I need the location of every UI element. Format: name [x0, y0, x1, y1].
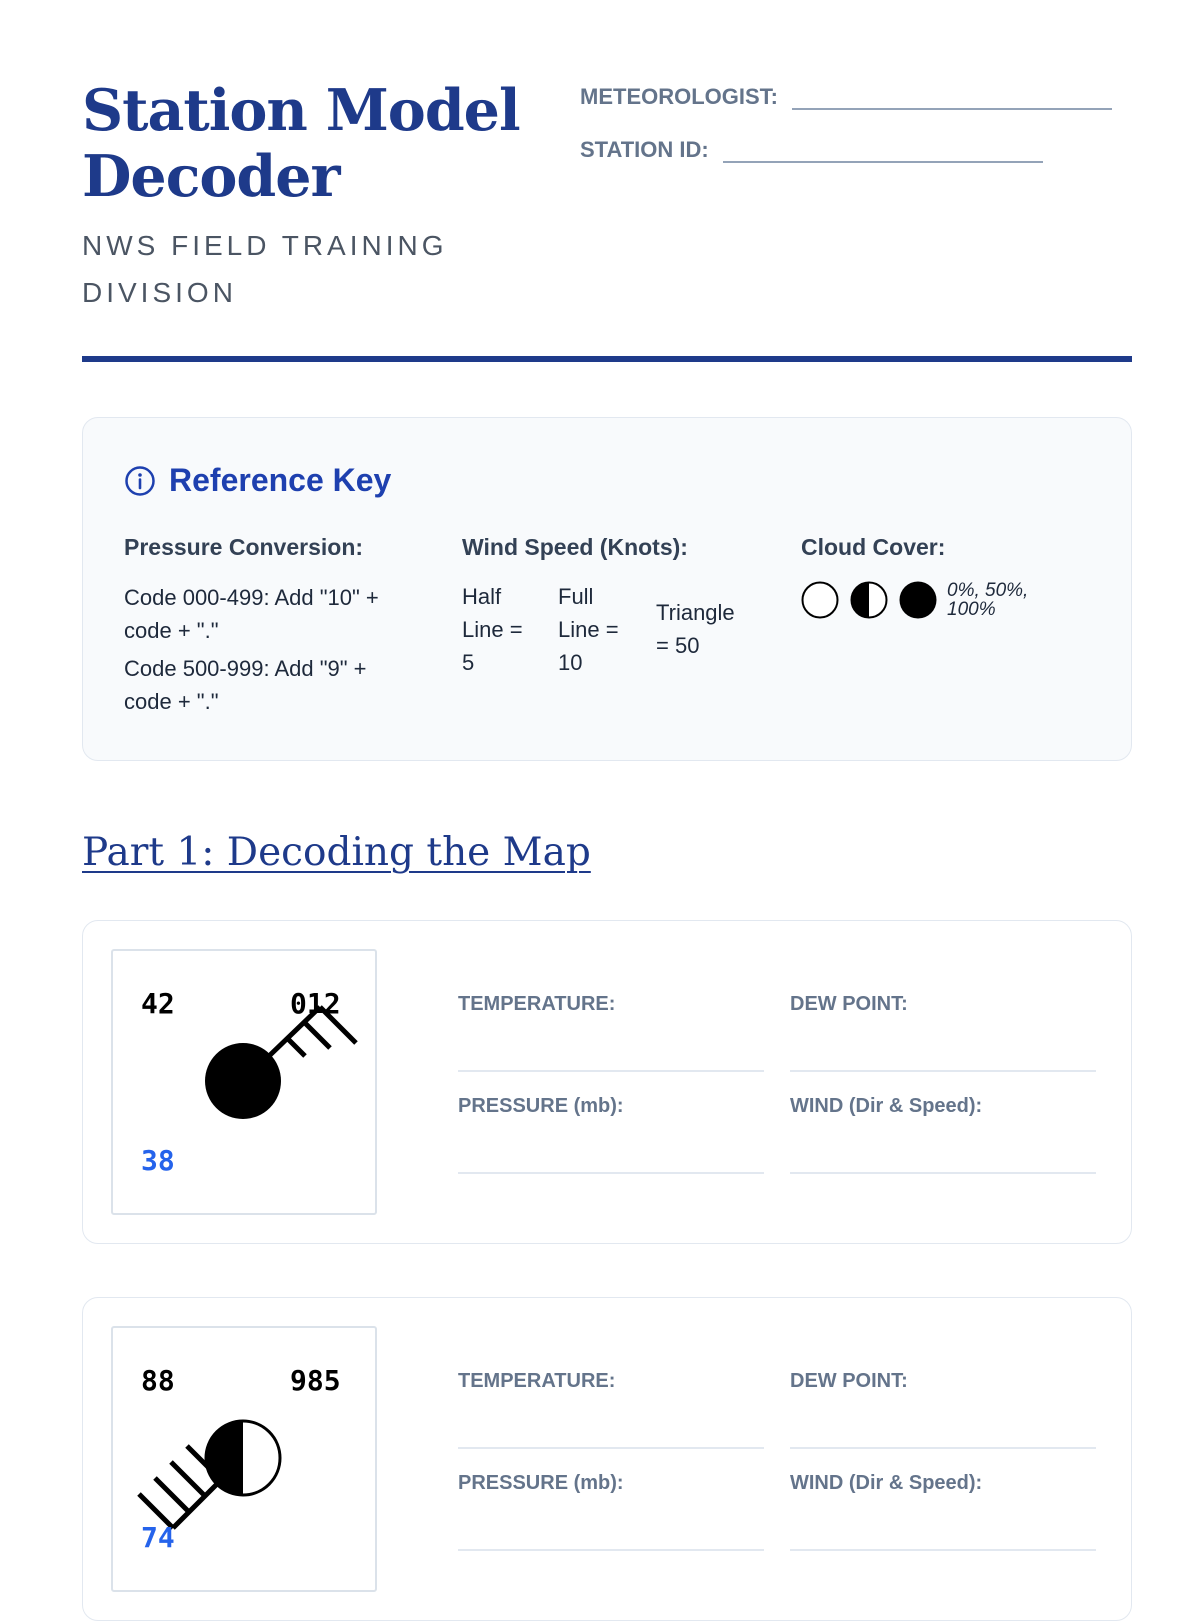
cloud-cover-legend: 0%, 50%, 100%: [947, 580, 1029, 620]
pressure-rule-high: Code 500-999: Add "9" + code + ".": [124, 656, 367, 714]
station-card-1: [82, 920, 1132, 1244]
wind-answer-line[interactable]: [790, 1549, 1096, 1551]
meteorologist-label: METEOROLOGIST:: [580, 84, 778, 109]
header-divider: [82, 356, 1132, 362]
dew-point-field-2[interactable]: [790, 1370, 1096, 1393]
meteorologist-row: [580, 84, 1112, 110]
temperature-answer-line[interactable]: [458, 1447, 764, 1449]
wind-label: WIND (Dir & Speed):: [790, 1472, 983, 1494]
temperature-field-1[interactable]: [458, 993, 764, 1016]
cloud-clear-icon: [803, 583, 838, 618]
dew-point-field-1[interactable]: [790, 993, 1096, 1016]
page-subtitle: NWS FIELD TRAINING DIVISION: [82, 230, 448, 308]
wind-triangle: Triangle = 50: [656, 600, 735, 658]
cloud-cover-title: Cloud Cover:: [801, 534, 946, 560]
cloud-cover-icon-1: [205, 1043, 281, 1119]
reference-key-title: Reference Key: [169, 462, 392, 498]
pressure-conversion-column: [124, 534, 424, 718]
cloud-cover-icon-2: [206, 1421, 280, 1495]
wind-field-1[interactable]: [790, 1095, 1096, 1118]
cloud-cover-symbols: [801, 578, 1047, 622]
dew-point-value-1: 38: [141, 1144, 175, 1177]
wind-speed-column: [462, 534, 762, 675]
info-icon: [124, 465, 156, 497]
cloud-overcast-icon: [900, 582, 937, 619]
dew-point-answer-line[interactable]: [790, 1447, 1096, 1449]
dew-point-label: DEW POINT:: [790, 993, 908, 1015]
temperature-answer-line[interactable]: [458, 1070, 764, 1072]
dew-point-value-2: 74: [141, 1521, 175, 1554]
station-model-2: [111, 1326, 377, 1592]
pressure-answer-line[interactable]: [458, 1549, 764, 1551]
reference-key-header: [124, 462, 391, 499]
pressure-code-1: 012: [290, 987, 341, 1020]
wind-answer-line[interactable]: [790, 1172, 1096, 1174]
page-title: Station Model Decoder: [82, 77, 520, 210]
meteorologist-input-line[interactable]: [792, 84, 1112, 110]
pressure-conversion-title: Pressure Conversion:: [124, 534, 364, 560]
cloud-half-icon: [852, 583, 887, 618]
station-model-1: [111, 949, 377, 1215]
wind-speed-title: Wind Speed (Knots):: [462, 534, 688, 560]
wind-full-line: Full Line = 10: [558, 584, 619, 675]
pressure-code-2: 985: [290, 1364, 341, 1397]
temperature-label: TEMPERATURE:: [458, 1370, 616, 1392]
wind-half-line: Half Line = 5: [462, 584, 523, 675]
cloud-cover-icons: [801, 578, 941, 622]
pressure-field-2[interactable]: [458, 1472, 764, 1495]
temperature-value-1: 42: [141, 987, 175, 1020]
station-id-input-line[interactable]: [723, 137, 1043, 163]
pressure-rule-low: Code 000-499: Add "10" + code + ".": [124, 585, 379, 643]
cloud-cover-column: [801, 534, 1101, 620]
part1-heading: Part 1: Decoding the Map: [82, 830, 591, 875]
station-model-1-diagram: [113, 951, 375, 1213]
wind-label: WIND (Dir & Speed):: [790, 1095, 983, 1117]
temperature-value-2: 88: [141, 1364, 175, 1397]
reference-key-panel: [82, 417, 1132, 761]
pressure-answer-line[interactable]: [458, 1172, 764, 1174]
temperature-field-2[interactable]: [458, 1370, 764, 1393]
dew-point-answer-line[interactable]: [790, 1070, 1096, 1072]
station-id-label: STATION ID:: [580, 137, 709, 162]
station-id-row: [580, 137, 1043, 163]
station-card-2: [82, 1297, 1132, 1621]
dew-point-label: DEW POINT:: [790, 1370, 908, 1392]
pressure-label: PRESSURE (mb):: [458, 1472, 624, 1494]
wind-field-2[interactable]: [790, 1472, 1096, 1495]
station-model-2-diagram: [113, 1328, 375, 1590]
pressure-field-1[interactable]: [458, 1095, 764, 1118]
pressure-label: PRESSURE (mb):: [458, 1095, 624, 1117]
wind-speed-items: [462, 580, 779, 679]
temperature-label: TEMPERATURE:: [458, 993, 616, 1015]
